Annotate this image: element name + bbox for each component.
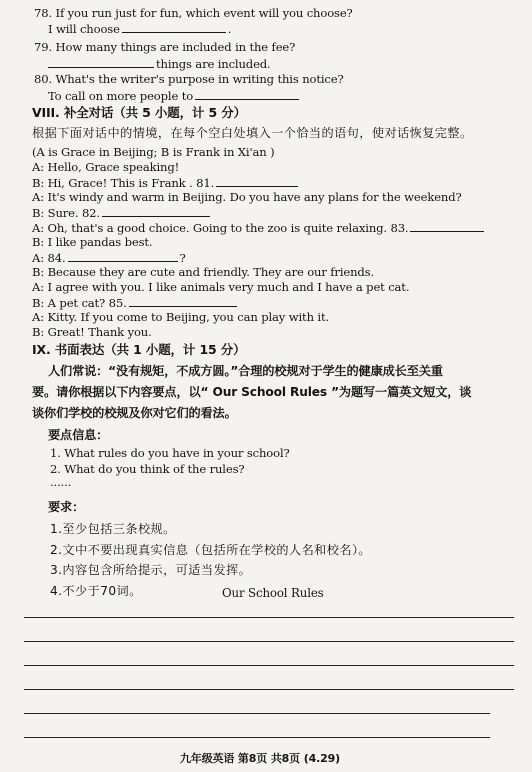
- dialogue-line: [32, 190, 462, 204]
- dialogue-line: [32, 250, 186, 265]
- writing-intro-line-2: 要。请你根据以下内容要点，以“ Our School Rules ”为题写一篇英文短文，谈: [32, 385, 472, 399]
- point-item: 1. What rules do you have in your school?: [50, 446, 290, 460]
- point-item: 2. What do you think of the rules?: [50, 462, 245, 476]
- answer-blank-85[interactable]: [129, 295, 237, 307]
- dialogue-text: B: Sure. 82.: [32, 206, 100, 220]
- dialogue-text: B: Hi, Grace! This is Frank . 81.: [32, 176, 215, 190]
- dialogue-line: [32, 175, 300, 190]
- points-title: 要点信息：: [48, 428, 109, 442]
- dialogue-text: B: Great! Thank you.: [32, 325, 152, 339]
- dialogue-text: A: Hello, Grace speaking!: [32, 160, 180, 174]
- section-8-heading: VIII. 补全对话（共 5 小题，计 5 分）: [32, 105, 246, 120]
- point-item: ......: [50, 475, 72, 489]
- dialogue-line: [32, 235, 152, 249]
- dialogue-line: [32, 325, 152, 339]
- requirements-title: 要求：: [48, 500, 85, 514]
- answer-blank-83[interactable]: [410, 220, 484, 232]
- question-80-prompt: To call on more people to: [48, 89, 194, 103]
- dialogue-text: B: I like pandas best.: [32, 235, 153, 249]
- dialogue-line: [32, 160, 179, 174]
- answer-blank-79[interactable]: [48, 56, 154, 68]
- answer-blank-80[interactable]: [195, 88, 299, 100]
- answer-blank-78[interactable]: [122, 21, 226, 33]
- question-78-end: .: [227, 22, 232, 36]
- section-8-instruction: 根据下面对话中的情境，在每个空白处填入一个恰当的语句，使对话恢复完整。: [32, 126, 473, 140]
- writing-line[interactable]: [24, 665, 514, 666]
- dialogue-text: A: Oh, that's a good choice. Going to the zoo is quite relaxing. 83.: [32, 221, 409, 235]
- dialogue-question-mark: ?: [179, 251, 186, 265]
- question-80-text: 80. What's the writer's purpose in writing this notice?: [34, 72, 344, 86]
- writing-line[interactable]: [24, 617, 514, 618]
- question-80: [34, 72, 344, 86]
- question-79-text: 79. How many things are included in the fee?: [34, 40, 296, 54]
- writing-line[interactable]: [24, 689, 514, 690]
- requirement-item: 4.不少于70词。: [50, 584, 142, 598]
- question-78-text: 78. If you run just for fun, which event will you choose?: [34, 6, 353, 20]
- writing-intro-line-3: 谈你们学校的校规及你对它们的看法。: [32, 406, 237, 420]
- answer-blank-81[interactable]: [216, 175, 298, 187]
- dialogue-text: A: It's windy and warm in Beijing. Do you have any plans for the weekend?: [32, 190, 462, 204]
- question-80-answer-line: [48, 88, 301, 103]
- essay-title: Our School Rules: [222, 586, 324, 600]
- writing-line[interactable]: [24, 737, 490, 738]
- dialogue-text: B: Because they are cute and friendly. They are our friends.: [32, 265, 375, 279]
- dialogue-text: A: Kitty. If you come to Beijing, you can play with it.: [32, 310, 330, 324]
- dialogue-text: B: A pet cat? 85.: [32, 296, 127, 310]
- answer-blank-84[interactable]: [68, 250, 178, 262]
- writing-line[interactable]: [24, 641, 514, 642]
- writing-line[interactable]: [24, 713, 490, 714]
- writing-intro-line-1: 人们常说：“没有规矩，不成方圆。”合理的校规对于学生的健康成长至关重: [48, 364, 443, 378]
- question-79-prompt: things are included.: [156, 57, 271, 71]
- question-78-prompt: I will choose: [48, 22, 120, 36]
- question-78: [34, 6, 353, 20]
- dialogue-context: (A is Grace in Beijing; B is Frank in Xi'an ): [32, 145, 275, 159]
- dialogue-line: [32, 295, 239, 310]
- question-79-answer-line: [48, 56, 271, 71]
- requirement-item: 2.文中不要出现真实信息（包括所在学校的人名和校名）。: [50, 543, 372, 557]
- requirement-item: 3.内容包含所给提示，可适当发挥。: [50, 563, 252, 577]
- section-9-heading: IX. 书面表达（共 1 小题，计 15 分）: [32, 342, 246, 357]
- dialogue-text: A: 84.: [32, 251, 66, 265]
- dialogue-line: [32, 280, 409, 294]
- dialogue-text: A: I agree with you. I like animals very much and I have a pet cat.: [32, 280, 410, 294]
- answer-blank-82[interactable]: [102, 205, 210, 217]
- question-79: [34, 40, 295, 54]
- requirement-item: 1.至少包括三条校规。: [50, 522, 176, 536]
- dialogue-line: [32, 265, 374, 279]
- dialogue-line: [32, 220, 486, 235]
- page-footer: 九年级英语 第8页 共8页 (4.29): [180, 752, 340, 765]
- dialogue-line: [32, 310, 329, 324]
- question-78-answer-line: [48, 21, 231, 36]
- dialogue-line: [32, 205, 212, 220]
